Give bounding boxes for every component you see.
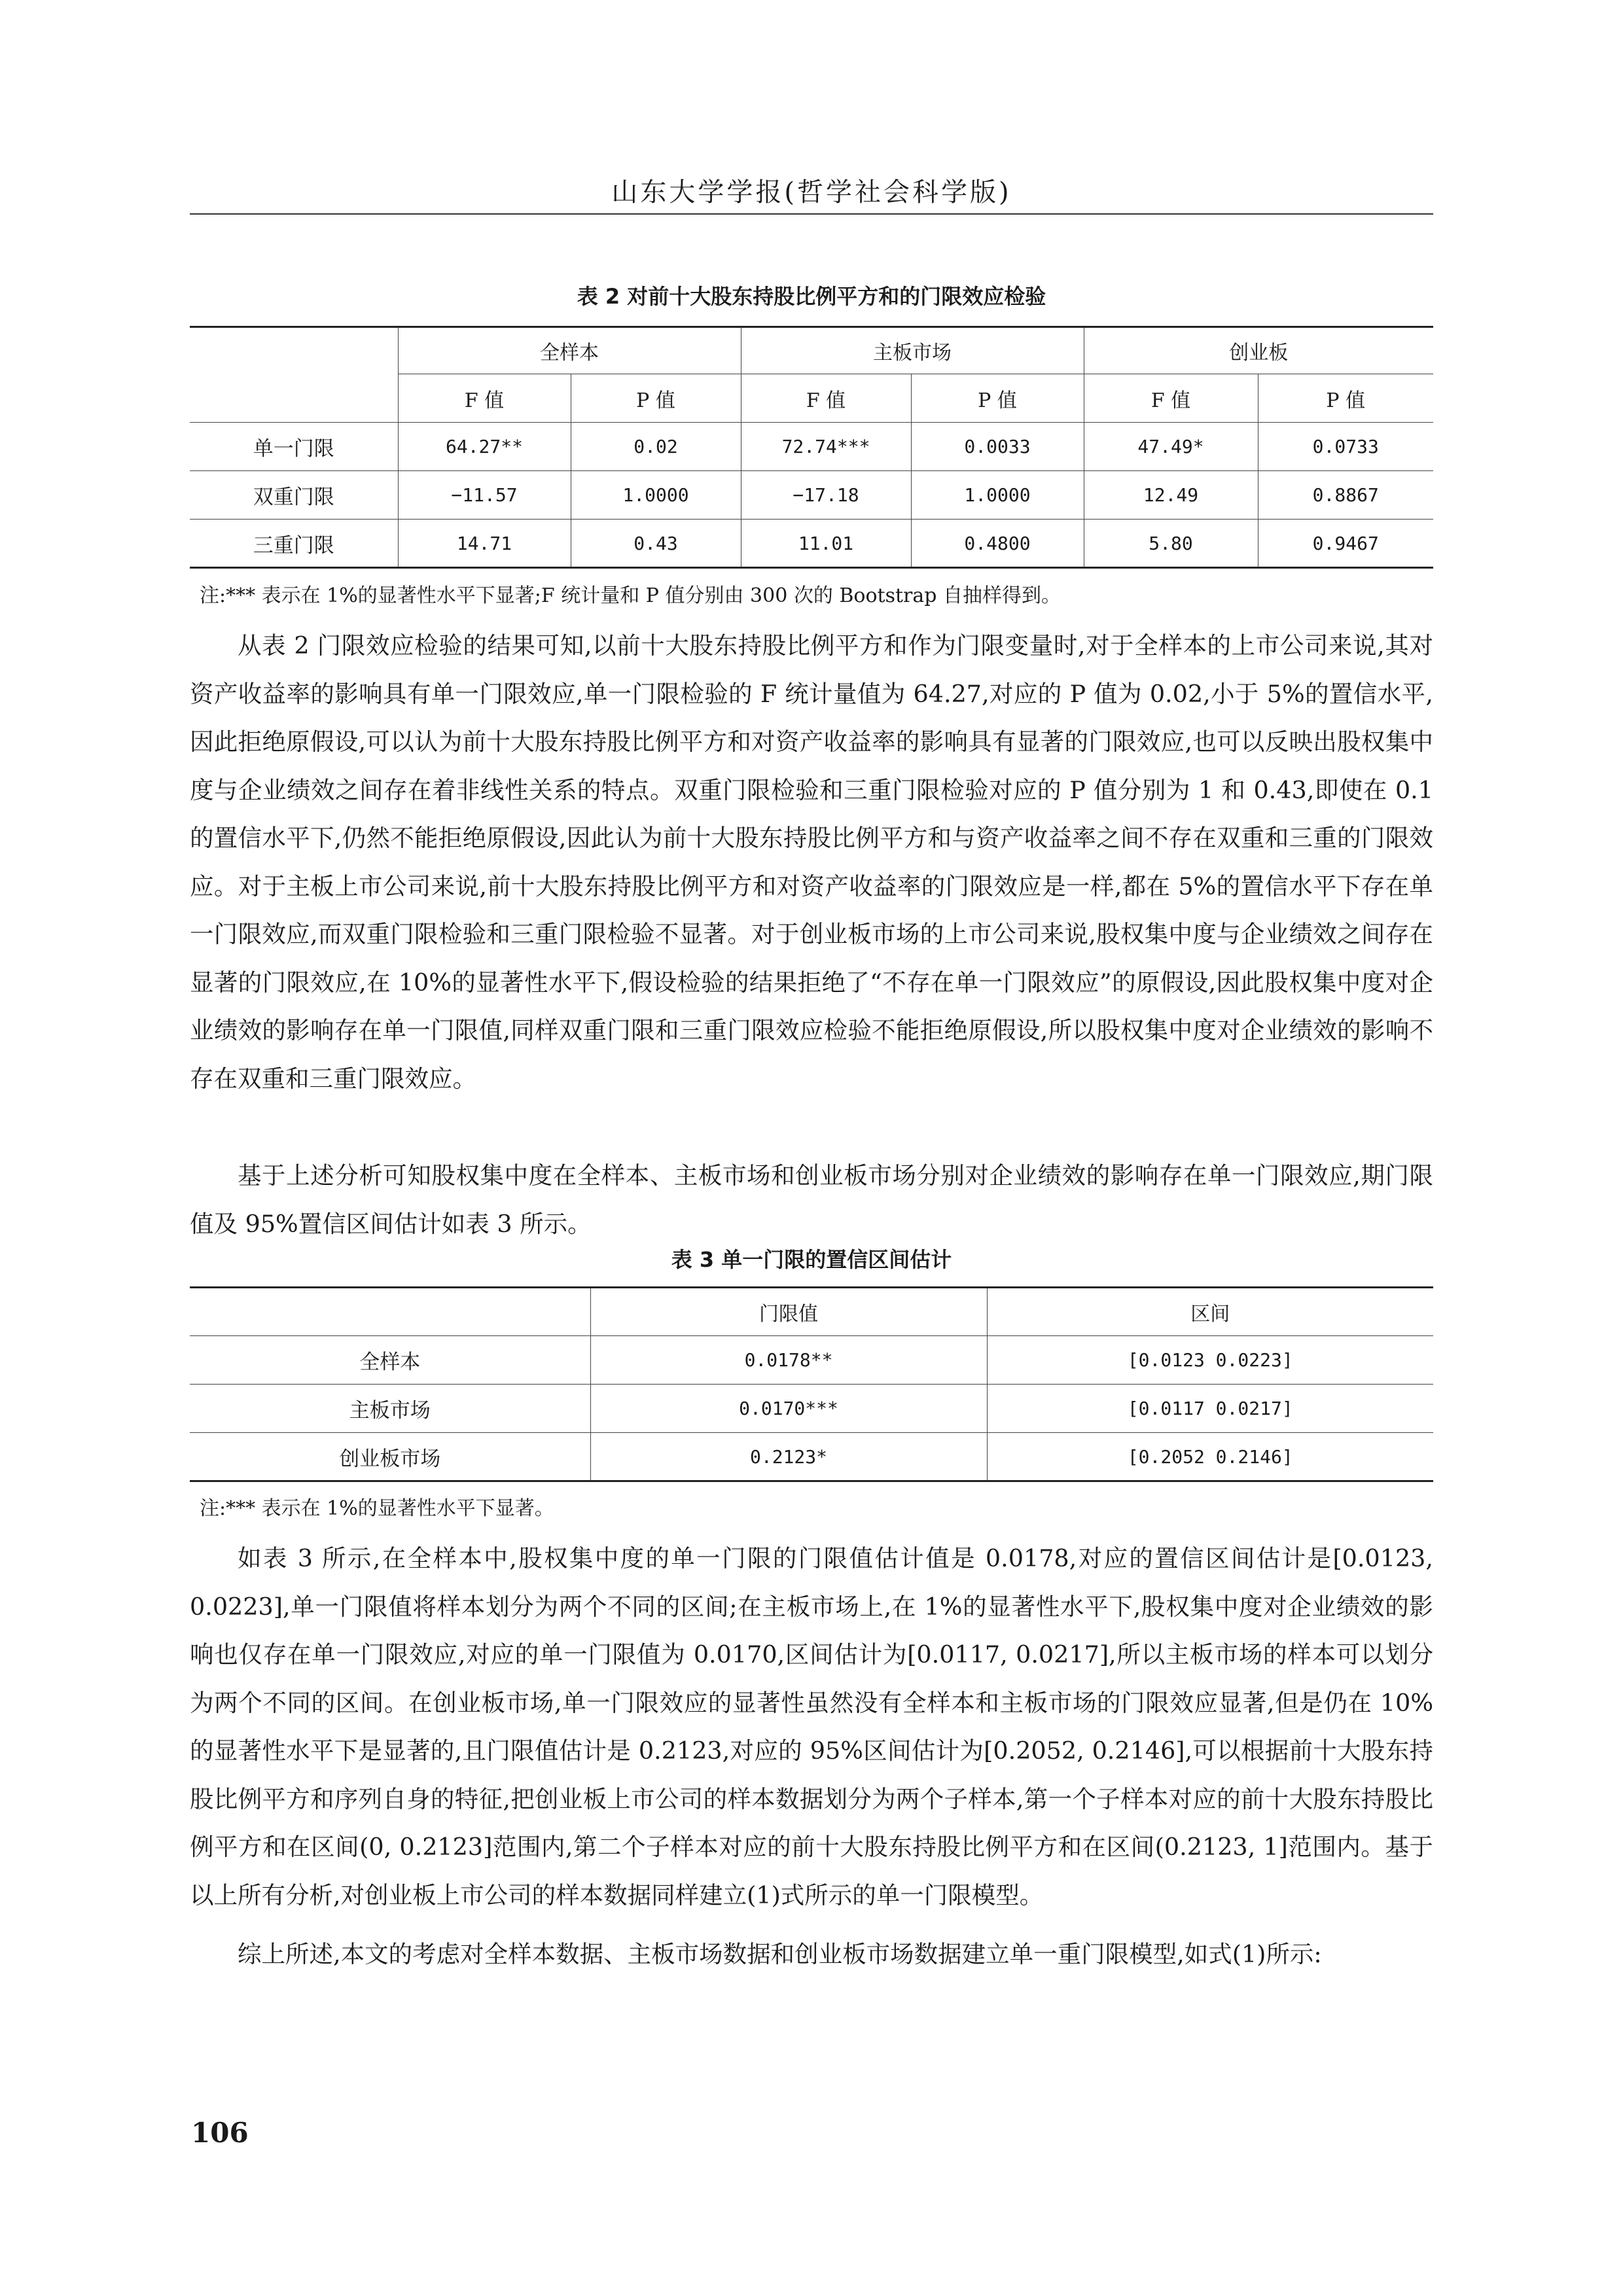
table2-cell: 5.80 bbox=[1084, 520, 1258, 568]
table2-cell: 47.49* bbox=[1084, 423, 1258, 471]
table2 bbox=[190, 326, 1433, 569]
table2-cell: 0.4800 bbox=[911, 520, 1084, 568]
table2-cell: 12.49 bbox=[1084, 471, 1258, 520]
table2-cell: 0.0033 bbox=[911, 423, 1084, 471]
table2-cell: 14.71 bbox=[398, 520, 571, 568]
table2-subhead: P 值 bbox=[1258, 374, 1433, 423]
table3-row-label: 主板市场 bbox=[190, 1385, 590, 1433]
table2-subhead: P 值 bbox=[911, 374, 1084, 423]
table3-row-label: 创业板市场 bbox=[190, 1433, 590, 1481]
table2-cell: 1.0000 bbox=[911, 471, 1084, 520]
table2-group-full: 全样本 bbox=[398, 327, 741, 374]
paragraph: 基于上述分析可知股权集中度在全样本、主板市场和创业板市场分别对企业绩效的影响存在单一门限效应,期门限值及 95%置信区间估计如表 3 所示。 bbox=[190, 1161, 1433, 1238]
table3-value: 0.2123* bbox=[590, 1433, 987, 1481]
table2-subhead: F 值 bbox=[398, 374, 571, 423]
table2-cell: 0.0733 bbox=[1258, 423, 1433, 471]
table2-cell: 72.74*** bbox=[741, 423, 911, 471]
table3-caption: 表 3 单一门限的置信区间估计 bbox=[671, 1247, 952, 1272]
table2-cell: 1.0000 bbox=[571, 471, 741, 520]
table2-group-main: 主板市场 bbox=[741, 327, 1084, 374]
paragraph: 综上所述,本文的考虑对全样本数据、主板市场数据和创业板市场数据建立单一重门限模型,如式(1)所示: bbox=[238, 1940, 1322, 1968]
table2-cell: 0.9467 bbox=[1258, 520, 1433, 568]
table3-value: 0.0170*** bbox=[590, 1385, 987, 1433]
table2-cell: 64.27** bbox=[398, 423, 571, 471]
table2-cell: 0.02 bbox=[571, 423, 741, 471]
table2-cell: 11.01 bbox=[741, 520, 911, 568]
table3-corner bbox=[190, 1288, 590, 1336]
table-row bbox=[190, 423, 1433, 471]
table3-header: 区间 bbox=[987, 1288, 1433, 1336]
table-row bbox=[190, 1433, 1433, 1481]
table2-note: 注:*** 表示在 1%的显著性水平下显著;F 统计量和 P 值分别由 300 次的 Bootstrap 自抽样得到。 bbox=[200, 584, 1061, 607]
table2-group-gem: 创业板 bbox=[1084, 327, 1433, 374]
table3 bbox=[190, 1286, 1433, 1482]
table3-header: 门限值 bbox=[590, 1288, 987, 1336]
table2-subhead: P 值 bbox=[571, 374, 741, 423]
table3-value: 0.0178** bbox=[590, 1336, 987, 1385]
paragraph: 从表 2 门限效应检验的结果可知,以前十大股东持股比例平方和作为门限变量时,对于全样本的上市公司来说,其对资产收益率的影响具有单一门限效应,单一门限检验的 F 统计量值为 64.27,对应的 P 值为 0.02,小于 5%的置信水平,因此拒绝原假设,可以认为前十大股东持股比例平方和对资产收益率的影响具有显著的门限效应,也可以反映出股权集中度与企业绩效之间存在着非线性关系的特点。双重门限检验和三重门限检验对应的 P 值分别为 1 和 0.43,即使在 0.1 的置信水平下,仍然不能拒绝原假设,因此认为前十大股东持股比例平方和与资产收益率之间不存在双重和三重的门限效应。对于主板上市公司来说,前十大股东持股比例平方和对资产收益率的门限效应是一样,都在 5%的置信水平下存在单一门限效应,而双重门限检验和三重门限检验不显著。对于创业板市场的上市公司来说,股权集中度与企业绩效之间存在显著的门限效应,在 10%的显著性水平下,假设检验的结果拒绝了“不存在单一门限效应”的原假设,因此股权集中度对企业绩效的影响存在单一门限值,同样双重门限和三重门限效应检验不能拒绝原假设,所以股权集中度对企业绩效的影响不存在双重和三重门限效应。 bbox=[190, 631, 1433, 1093]
table2-corner bbox=[190, 327, 398, 423]
paragraph: 如表 3 所示,在全样本中,股权集中度的单一门限的门限值估计值是 0.0178,对应的置信区间估计是[0.0123, 0.0223],单一门限值将样本划分为两个不同的区间;在主板市场上,在 1%的显著性水平下,股权集中度对企业绩效的影响也仅存在单一门限效应,对应的单一门限值为 0.0170,区间估计为[0.0117, 0.0217],所以主板市场的样本可以划分为两个不同的区间。在创业板市场,单一门限效应的显著性虽然没有全样本和主板市场的门限效应显著,但是仍在 10%的显著性水平下是显著的,且门限值估计是 0.2123,对应的 95%区间估计为[0.2052, 0.2146],可以根据前十大股东持股比例平方和序列自身的特征,把创业板上市公司的样本数据划分为两个子样本,第一个子样本对应的前十大股东持股比例平方和在区间(0, 0.2123]范围内,第二个子样本对应的前十大股东持股比例平方和在区间(0.2123, 1]范围内。基于以上所有分析,对创业板上市公司的样本数据同样建立(1)式所示的单一门限模型。 bbox=[190, 1544, 1433, 1909]
table-row bbox=[190, 471, 1433, 520]
table3-interval: [0.2052 0.2146] bbox=[987, 1433, 1433, 1481]
table2-row-label: 单一门限 bbox=[190, 423, 398, 471]
table2-row-label: 三重门限 bbox=[190, 520, 398, 568]
header-rule bbox=[190, 213, 1433, 215]
table3-interval: [0.0123 0.0223] bbox=[987, 1336, 1433, 1385]
table-row bbox=[190, 1336, 1433, 1385]
journal-header: 山东大学学报(哲学社会科学版) bbox=[611, 177, 1012, 207]
table2-cell: −11.57 bbox=[398, 471, 571, 520]
table2-cell: 0.43 bbox=[571, 520, 741, 568]
table2-subhead: F 值 bbox=[741, 374, 911, 423]
page-number: 106 bbox=[191, 2117, 249, 2149]
table3-note: 注:*** 表示在 1%的显著性水平下显著。 bbox=[200, 1497, 554, 1520]
table-row bbox=[190, 520, 1433, 568]
table3-interval: [0.0117 0.0217] bbox=[987, 1385, 1433, 1433]
table3-row-label: 全样本 bbox=[190, 1336, 590, 1385]
table2-cell: 0.8867 bbox=[1258, 471, 1433, 520]
table2-row-label: 双重门限 bbox=[190, 471, 398, 520]
table-row bbox=[190, 1385, 1433, 1433]
table2-cell: −17.18 bbox=[741, 471, 911, 520]
table2-subhead: F 值 bbox=[1084, 374, 1258, 423]
table2-caption: 表 2 对前十大股东持股比例平方和的门限效应检验 bbox=[577, 284, 1046, 309]
